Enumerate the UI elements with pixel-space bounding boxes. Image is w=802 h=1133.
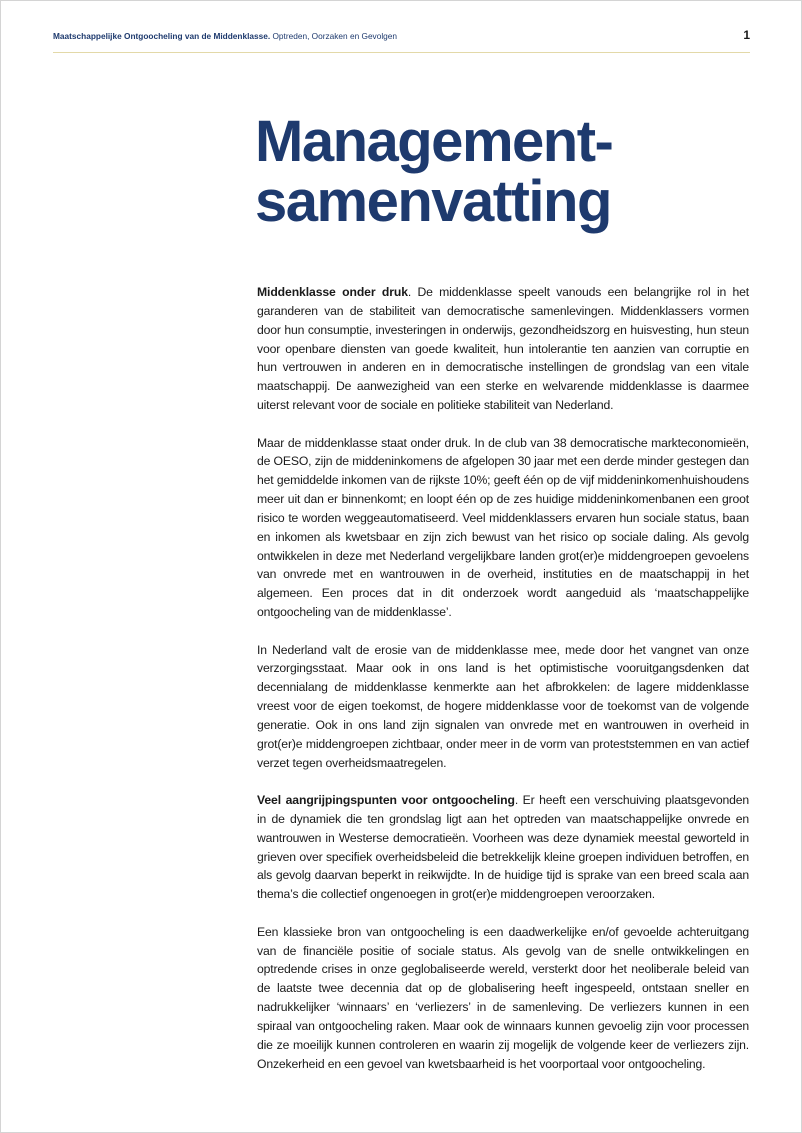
page-title-line-1: Management- <box>255 109 613 174</box>
paragraph-text: . Er heeft een verschuiving plaatsgevonden in de dynamiek die ten grondslag ligt aan het optreden van maatschappelijke onvrede en wantrouwen in Westerse democratieën. Voorheen was deze dynamiek meestal geworteld in grieven over specifiek overheidsbeleid die betrekkelijk kleine groepen individuen betroffen, en als gevolg daarvan beperkt in reikwijdte. In de huidige tijd is sprake van een breed scala aan thema’s die collectief ongenoegen in grot(er)e middengroepen veroorzaken. <box>257 793 749 902</box>
paragraph-text: In Nederland valt de erosie van de middenklasse mee, mede door het vangnet van onze verzorgingsstaat. Maar ook in ons land is het optimistische vooruitgangsdenken dat decennialang de middenklasse kenmerkte aan het afbrokkelen: de lagere middenklasse vreest voor de eigen toekomst, de hogere middenklasse voor de toekomst van de volgende generatie. Ook in ons land zijn signalen van onvrede met en wantrouwen in overheid in grot(er)e middengroepen zichtbaar, onder meer in de vorm van proteststemmen en van actief verzet tegen overheidsmaatregelen. <box>257 642 749 770</box>
paragraph-nederland <box>257 641 749 773</box>
paragraph-lead: Middenklasse onder druk <box>257 285 408 299</box>
page-title-line-2: samenvatting <box>255 169 611 234</box>
running-title <box>53 31 397 41</box>
paragraph-text: Een klassieke bron van ontgoocheling is een daadwerkelijke en/of gevoelde achteruitgang van de financiële positie of sociale status. Als gevolg van de snelle ontwikkelingen en optredende crises in onze geglobaliseerde wereld, versterkt door het neoliberale beleid van de laatste twee decennia dat op de globalisering heeft ingespeeld, ontstaan sneller en nadrukkelijker ‘winnaars’ en ‘verliezers’ in de samenleving. De verliezers kunnen in een spiraal van ontgoocheling raken. Maar ook de winnaars kunnen gevoelig zijn voor processen die ze moeilijk kunnen controleren en waarin zij mogelijk de volgende keer de verliezers zijn. Onzekerheid en een gevoel van kwetsbaarheid is het voorportaal voor ontgoocheling. <box>257 924 749 1071</box>
paragraph-oeso <box>257 434 749 622</box>
running-title-main: Maatschappelijke Ontgoocheling van de Middenklasse. <box>53 31 271 41</box>
paragraph-text: Maar de middenklasse staat onder druk. In de club van 38 democratische markteconomieën, de OESO, zijn de middeninkomens de afgelopen 30 jaar met een derde minder gestegen dan het gemiddelde inkomen van de rijkste 10%; geeft één op de vijf middeninkomenhuishoudens meer uit dan er binnenkomt; en loopt één op de zes huidige middeninkomenbanen een groot risico te worden weggeautomatiseerd. Veel middenklassers ervaren hun sociale status, baan en inkomen als kwetsbaar en zijn zich bewust van het risico op sociale daling. Als gevolg ontwikkelen in deze met Nederland vergelijkbare landen grot(er)e middengroepen gevoelens van onvrede met en wantrouwen in de overheid, instituties en de maatschappij in het algemeen. Een proces dat in dit onderzoek wordt aangeduid als ‘maatschappelijke ontgoocheling van de middenklasse’. <box>257 435 749 620</box>
paragraph-lead: Veel aangrijpingspunten voor ontgoocheling <box>257 793 515 808</box>
page-number: 1 <box>743 28 750 42</box>
body-text <box>257 283 749 1092</box>
paragraph-text: . De middenklasse speelt vanouds een belangrijke rol in het garanderen van de stabiliteit van democratische samenlevingen. Middenklassers vormen door hun consumptie, investeringen in onderwijs, gezondheidszorg en huisvesting, hun steun voor openbare diensten van goede kwaliteit, hun intolerantie ten aanzien van corruptie en hun vertrouwen in anderen en in democratische instellingen de grondslag van een vitale maatschappij. De aanwezigheid van een sterke en welvarende middenklasse is daarmee uiterst relevant voor de sociale en politieke stabiliteit van Nederland. <box>257 285 749 413</box>
paragraph-middenklasse-onder-druk <box>257 283 749 415</box>
page-title <box>255 109 755 234</box>
running-title-subtitle: Optreden, Oorzaken en Gevolgen <box>270 31 398 41</box>
page-header <box>53 28 750 53</box>
paragraph-aangrijpingspunten <box>257 791 749 904</box>
paragraph-klassieke-bron <box>257 923 749 1074</box>
